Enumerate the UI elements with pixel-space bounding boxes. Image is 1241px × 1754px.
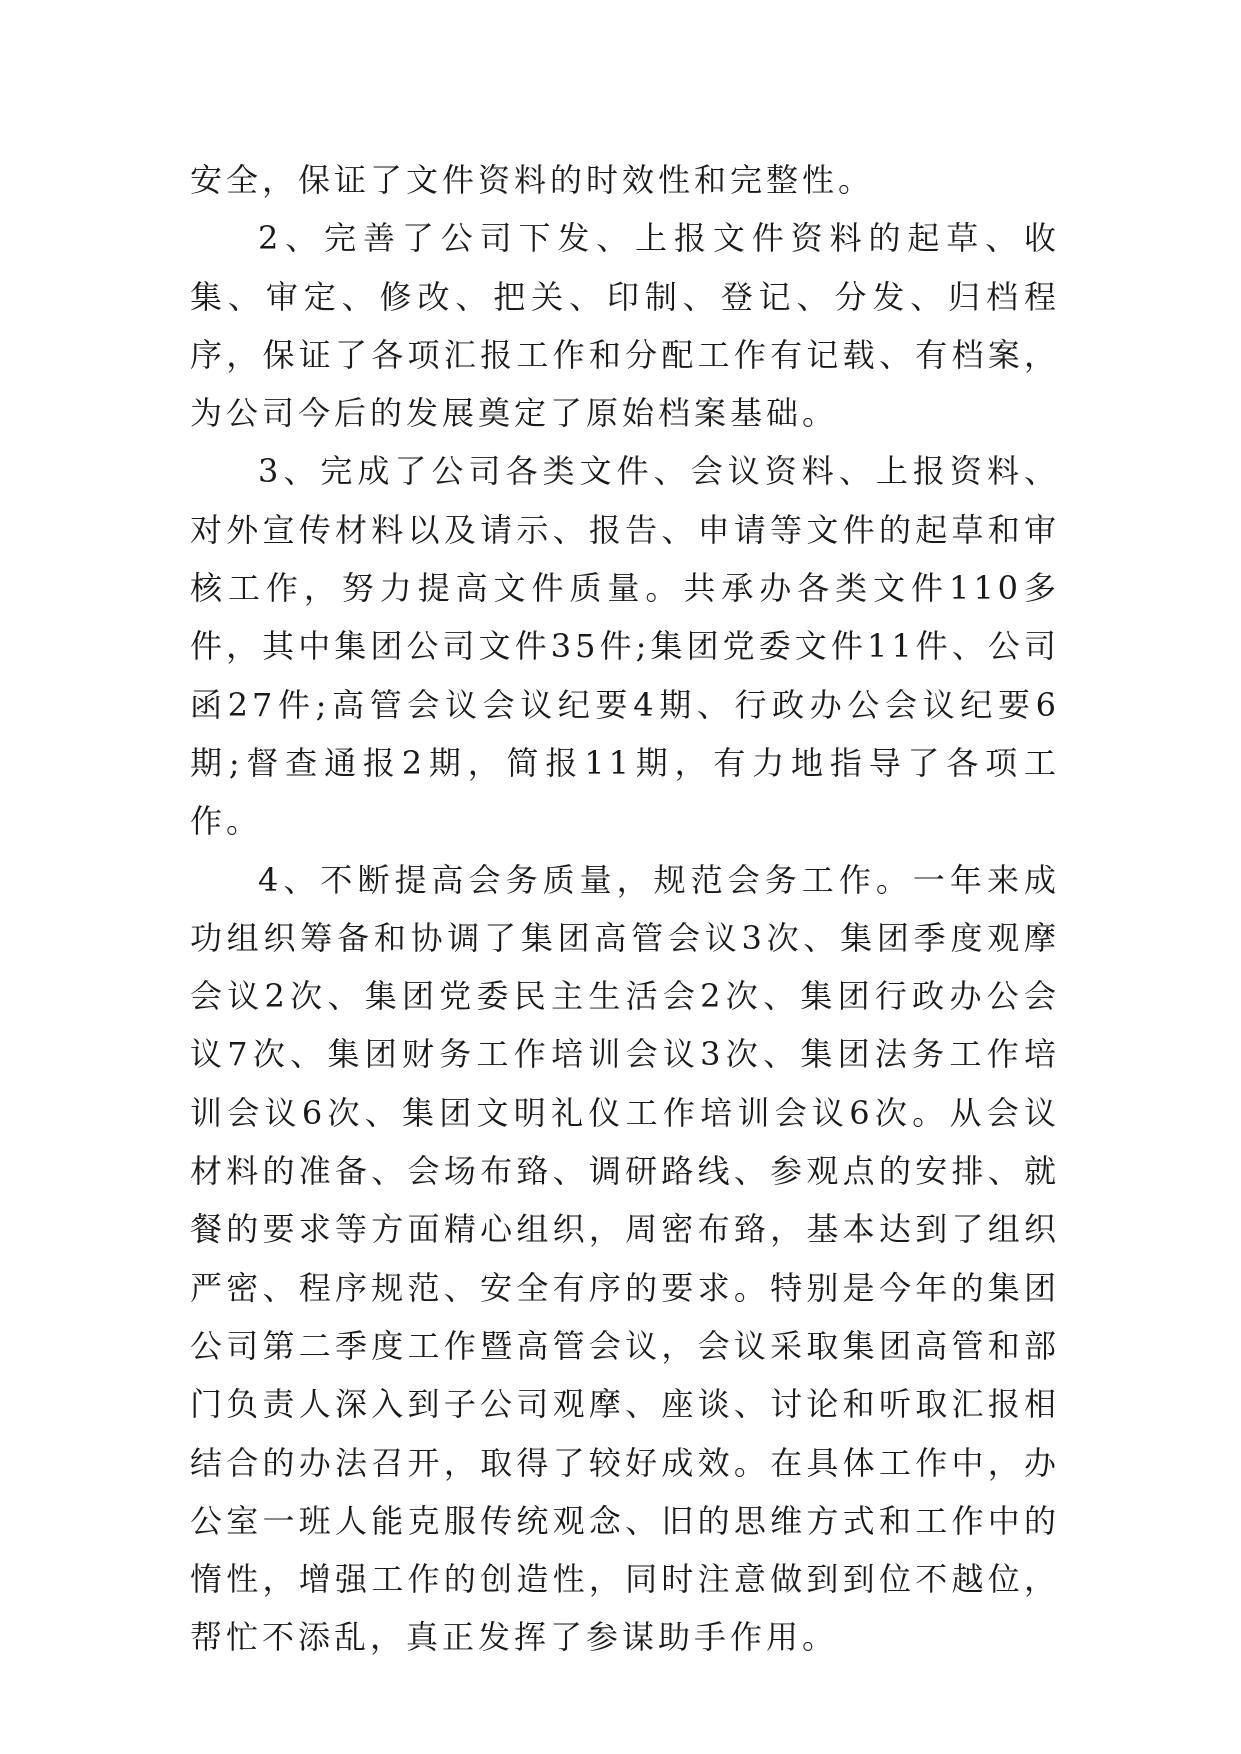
paragraph-item-2: 2、完善了公司下发、上报文件资料的起草、收集、审定、修改、把关、印制、登记、分发、归档程序，保证了各项汇报工作和分配工作有记载、有档案，为公司今后的发展奠定了原始档案基础。: [190, 219, 1060, 433]
document-body: [190, 151, 1060, 1667]
paragraph-item-3: 3、完成了公司各类文件、会议资料、上报资料、对外宣传材料以及请示、报告、申请等文件的起草和审核工作，努力提高文件质量。共承办各类文件110多件，其中集团公司文件35件;集团党委文件11件、公司函27件;高管会议会议纪要4期、行政办公会议纪要6期;督查通报2期，简报11期，有力地指导了各项工作。: [190, 452, 1060, 841]
paragraph-item-4: 4、不断提高会务质量，规范会务工作。一年来成功组织筹备和协调了集团高管会议3次、集团季度观摩会议2次、集团党委民主生活会2次、集团行政办公会议7次、集团财务工作培训会议3次、集团法务工作培训会议6次、集团文明礼仪工作培训会议6次。从会议材料的准备、会场布臵、调研路线、参观点的安排、就餐的要求等方面精心组织，周密布臵，基本达到了组织严密、程序规范、安全有序的要求。特别是今年的集团公司第二季度工作暨高管会议，会议采取集团高管和部门负责人深入到子公司观摩、座谈、讨论和听取汇报相结合的办法召开，取得了较好成效。在具体工作中，办公室一班人能克服传统观念、旧的思维方式和工作中的惰性，增强工作的创造性，同时注意做到到位不越位，帮忙不添乱，真正发挥了参谋助手作用。: [190, 860, 1060, 1657]
paragraph-continuation: 安全，保证了文件资料的时效性和完整性。: [190, 161, 875, 199]
